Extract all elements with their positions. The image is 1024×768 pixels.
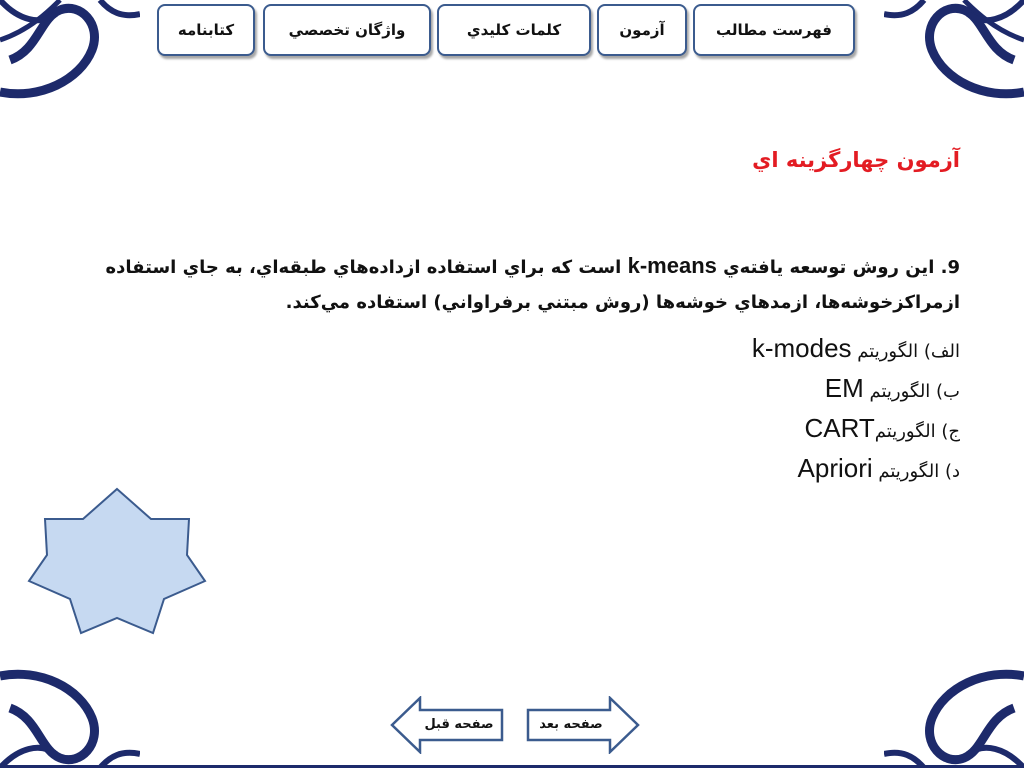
nav-button-bibliography[interactable]: كتابنامه <box>157 4 255 56</box>
option-a-prefix: الف) الگوريتم <box>857 341 960 362</box>
star-shape <box>24 486 210 638</box>
option-d[interactable] <box>752 448 960 488</box>
nav-button-contents[interactable]: فهرست مطالب <box>693 4 855 56</box>
nav-button-quiz[interactable]: آزمون <box>597 4 687 56</box>
option-b-prefix: ب) الگوريتم <box>863 381 960 402</box>
nav-button-keywords[interactable]: كلمات كليدي <box>437 4 591 56</box>
next-page-label: صفحه بعد <box>539 717 603 732</box>
previous-page-button[interactable] <box>390 696 504 754</box>
answer-options <box>752 328 960 488</box>
corner-ornament-top-right <box>884 0 1024 100</box>
option-a[interactable] <box>752 328 960 368</box>
option-c-prefix: ج) الگوريتم <box>874 421 960 442</box>
option-b[interactable] <box>752 368 960 408</box>
question-text <box>46 248 960 320</box>
nav-button-glossary[interactable]: واژگان تخصصي <box>263 4 431 56</box>
corner-ornament-bottom-right <box>884 668 1024 768</box>
option-b-term: EM <box>824 373 864 403</box>
option-c-term: CART <box>804 413 875 443</box>
corner-ornament-bottom-left <box>0 668 140 768</box>
next-page-button[interactable] <box>526 696 640 754</box>
top-navigation <box>155 4 857 60</box>
question-text-start: 9. اين روش توسعه يافته‌ي <box>723 257 960 278</box>
previous-page-label: صفحه قبل <box>424 717 494 732</box>
quiz-heading: آزمون چهارگزينه اي <box>752 148 960 172</box>
option-c[interactable] <box>752 408 960 448</box>
option-d-prefix: د) الگوريتم <box>878 461 960 482</box>
question-text-end: است كه براي استفاده ازداده‌هاي طبقه‌اي، به جاي استفاده ازمراكزخوشه‌ها، ازمدهاي خوشه‌ها (روش مبتني برفراواني) استفاده مي‌كند. <box>105 257 960 313</box>
option-d-term: Apriori <box>797 453 873 483</box>
corner-ornament-top-left <box>0 0 140 100</box>
option-a-term: k-modes <box>751 333 852 363</box>
question-term: k-means <box>627 253 717 278</box>
